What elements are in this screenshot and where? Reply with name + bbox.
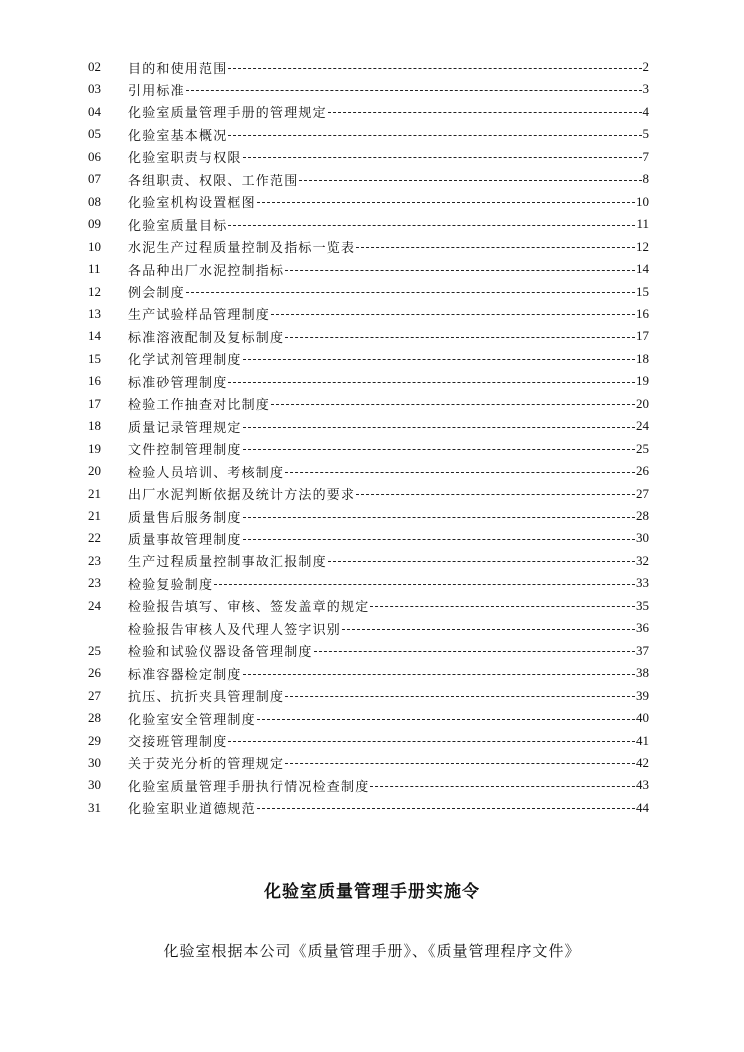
toc-dot-leader <box>257 719 635 720</box>
toc-entry-page-number: 32 <box>636 552 649 568</box>
toc-entry[interactable] <box>0 572 744 594</box>
toc-entry[interactable] <box>0 550 744 572</box>
toc-entry-line <box>128 685 649 707</box>
toc-entry-number: 02 <box>88 59 101 74</box>
toc-entry-page-number: 3 <box>642 81 649 97</box>
toc-entry-number: 07 <box>88 171 101 187</box>
toc-dot-leader <box>328 561 635 562</box>
toc-entry-title: 目的和使用范围 <box>128 61 228 77</box>
toc-entry-page-number: 19 <box>636 373 649 389</box>
toc-entry-page-number: 27 <box>636 485 649 501</box>
toc-entry-number: 23 <box>88 575 101 591</box>
toc-entry-title: 检验和试验仪器设备管理制度 <box>128 645 313 661</box>
toc-dot-leader <box>243 674 635 675</box>
toc-entry-page-number: 35 <box>636 597 649 613</box>
toc-dot-leader <box>285 696 635 697</box>
toc-entry-line <box>128 191 649 213</box>
toc-entry[interactable] <box>0 393 744 415</box>
toc-entry-number: 18 <box>88 418 101 434</box>
toc-entry-page-number: 28 <box>636 508 649 523</box>
toc-dot-leader <box>243 427 635 428</box>
toc-entry-title: 化验室基本概况 <box>128 128 228 144</box>
toc-entry-line <box>128 236 649 258</box>
toc-entry[interactable] <box>0 752 744 774</box>
toc-entry-title: 化验室质量管理手册的管理规定 <box>128 106 327 122</box>
toc-entry-page-number: 4 <box>642 103 649 119</box>
toc-entry-line <box>128 730 649 752</box>
toc-entry-line <box>128 56 649 78</box>
toc-entry-number: 30 <box>88 754 101 770</box>
toc-entry-page-number: 16 <box>636 305 649 321</box>
toc-entry-page-number: 12 <box>636 238 649 254</box>
toc-entry-title: 生产过程质量控制事故汇报制度 <box>128 555 327 571</box>
toc-entry[interactable] <box>0 56 744 78</box>
toc-entry[interactable] <box>0 685 744 707</box>
toc-entry-line <box>128 797 649 819</box>
toc-entry-line <box>128 752 649 774</box>
toc-entry-title: 水泥生产过程质量控制及指标一览表 <box>128 241 356 257</box>
toc-entry-number: 29 <box>88 732 101 748</box>
toc-entry-line <box>128 258 649 280</box>
toc-entry-number: 08 <box>88 193 101 209</box>
toc-entry-title: 检验复验制度 <box>128 577 214 593</box>
toc-entry-page-number: 36 <box>636 620 649 636</box>
toc-dot-leader <box>370 606 635 607</box>
toc-entry-page-number: 30 <box>636 530 649 546</box>
toc-entry-number: 25 <box>88 642 101 658</box>
toc-entry-page-number: 38 <box>636 665 649 681</box>
toc-dot-leader <box>243 517 635 518</box>
toc-entry-number: 06 <box>88 148 101 164</box>
toc-entry[interactable] <box>0 617 744 639</box>
toc-dot-leader <box>243 449 635 450</box>
toc-entry-page-number: 40 <box>636 710 649 726</box>
toc-entry-line <box>128 707 649 729</box>
toc-entry-line <box>128 527 649 549</box>
toc-dot-leader <box>356 247 635 248</box>
toc-entry[interactable] <box>0 774 744 796</box>
toc-entry[interactable] <box>0 281 744 303</box>
toc-entry-number: 26 <box>88 665 101 681</box>
toc-entry-number: 04 <box>88 103 101 119</box>
toc-entry-line <box>128 415 649 437</box>
toc-entry-line <box>128 460 649 482</box>
toc-entry[interactable] <box>0 78 744 100</box>
toc-dot-leader <box>328 112 642 113</box>
toc-entry-number: 09 <box>88 216 101 232</box>
toc-dot-leader <box>214 584 635 585</box>
toc-entry[interactable] <box>0 236 744 258</box>
toc-dot-leader <box>228 135 641 136</box>
toc-entry-page-number: 8 <box>642 171 649 187</box>
toc-dot-leader <box>257 808 635 809</box>
toc-entry-title: 标准溶液配制及复标制度 <box>128 330 285 346</box>
toc-entry[interactable] <box>0 707 744 729</box>
toc-entry-title: 检验报告审核人及代理人签字识别 <box>128 622 342 638</box>
toc-entry-line <box>128 617 649 639</box>
toc-entry[interactable] <box>0 101 744 123</box>
toc-entry[interactable] <box>0 483 744 505</box>
toc-entry-number: 13 <box>88 305 101 321</box>
toc-entry-line <box>128 438 649 460</box>
toc-entry-page-number: 17 <box>636 328 649 344</box>
toc-entry-number: 24 <box>88 597 101 613</box>
toc-entry-number: 22 <box>88 530 101 546</box>
toc-dot-leader <box>228 382 635 383</box>
toc-dot-leader <box>299 180 641 181</box>
toc-entry-page-number: 33 <box>636 575 649 591</box>
toc-entry[interactable] <box>0 258 744 280</box>
toc-dot-leader <box>243 359 635 360</box>
toc-dot-leader <box>243 539 635 540</box>
toc-entry-line <box>128 370 649 392</box>
toc-entry-title: 质量售后服务制度 <box>128 510 242 526</box>
toc-dot-leader <box>186 90 642 91</box>
decree-body-text: 化验室根据本公司《质量管理手册》、《质量管理程序文件》 <box>163 942 581 960</box>
toc-entry-line <box>128 348 649 370</box>
toc-entry-title: 检验工作抽查对比制度 <box>128 398 271 414</box>
toc-dot-leader <box>243 157 642 158</box>
toc-entry-number: 21 <box>88 485 101 501</box>
toc-entry-number: 05 <box>88 126 101 142</box>
toc-entry-number: 10 <box>88 238 101 254</box>
toc-entry-number: 11 <box>88 261 101 277</box>
toc-entry[interactable] <box>0 415 744 437</box>
toc-entry-page-number: 10 <box>636 193 649 209</box>
toc-entry-page-number: 14 <box>636 261 649 277</box>
toc-entry[interactable] <box>0 595 744 617</box>
toc-entry-title: 各组职责、权限、工作范围 <box>128 173 299 189</box>
toc-dot-leader <box>370 786 635 787</box>
toc-entry-number: 14 <box>88 328 101 344</box>
toc-entry[interactable] <box>0 191 744 213</box>
toc-entry-title: 化验室机构设置框图 <box>128 196 256 212</box>
toc-entry-page-number: 44 <box>636 799 649 815</box>
toc-dot-leader <box>271 314 635 315</box>
toc-entry[interactable] <box>0 640 744 662</box>
toc-entry-title: 引用标准 <box>128 83 185 99</box>
toc-entry-number: 15 <box>88 350 101 366</box>
toc-entry-line <box>128 774 649 796</box>
toc-entry-title: 质量事故管理制度 <box>128 532 242 548</box>
toc-dot-leader <box>257 202 635 203</box>
toc-entry-title: 各品种出厂水泥控制指标 <box>128 263 285 279</box>
toc-entry-page-number: 39 <box>636 687 649 703</box>
toc-entry-page-number: 7 <box>642 148 649 164</box>
toc-entry-line <box>128 101 649 123</box>
toc-dot-leader <box>228 68 641 69</box>
toc-entry-number: 28 <box>88 710 101 726</box>
toc-entry-title: 标准容器检定制度 <box>128 667 242 683</box>
toc-entry-page-number: 26 <box>636 463 649 479</box>
toc-entry-title: 交接班管理制度 <box>128 735 228 750</box>
toc-entry-number: 20 <box>88 463 101 479</box>
toc-entry-title: 文件控制管理制度 <box>128 443 242 459</box>
toc-entry-number: 31 <box>88 799 101 815</box>
toc-entry-line <box>128 213 649 235</box>
toc-entry[interactable] <box>0 370 744 392</box>
toc-entry-line <box>128 303 649 325</box>
toc-entry-title: 化验室安全管理制度 <box>128 712 256 728</box>
toc-entry[interactable] <box>0 662 744 684</box>
toc-entry-page-number: 5 <box>642 126 649 142</box>
toc-entry-line <box>128 572 649 594</box>
toc-entry-line <box>128 505 649 527</box>
toc-entry-line <box>128 281 649 303</box>
toc-entry-line <box>128 640 649 662</box>
toc-entry-page-number: 20 <box>636 395 649 411</box>
toc-entry[interactable] <box>0 730 744 752</box>
toc-entry-line <box>128 123 649 145</box>
toc-entry-page-number: 18 <box>636 350 649 366</box>
toc-dot-leader <box>228 225 635 226</box>
toc-entry-line <box>128 146 649 168</box>
toc-entry-title: 抗压、抗折夹具管理制度 <box>128 690 285 706</box>
toc-entry-title: 例会制度 <box>128 286 185 301</box>
toc-entry-line <box>128 550 649 572</box>
toc-entry[interactable] <box>0 460 744 482</box>
toc-entry-line <box>128 595 649 617</box>
toc-dot-leader <box>342 629 635 630</box>
toc-entry-title: 检验人员培训、考核制度 <box>128 465 285 481</box>
toc-dot-leader <box>285 270 635 271</box>
toc-entry-title: 标准砂管理制度 <box>128 375 228 391</box>
toc-entry[interactable] <box>0 325 744 347</box>
toc-entry-number: 03 <box>88 81 101 97</box>
toc-entry-page-number: 41 <box>636 732 649 748</box>
toc-entry[interactable] <box>0 527 744 549</box>
toc-entry-line <box>128 78 649 100</box>
toc-dot-leader <box>271 404 635 405</box>
toc-dot-leader <box>356 494 635 495</box>
toc-entry-line <box>128 393 649 415</box>
toc-entry-line <box>128 325 649 347</box>
toc-entry[interactable] <box>0 348 744 370</box>
toc-entry-page-number: 43 <box>636 777 649 793</box>
toc-entry-line <box>128 168 649 190</box>
toc-dot-leader <box>228 741 635 742</box>
toc-entry-page-number: 24 <box>636 418 649 434</box>
toc-entry-title: 关于荧光分析的管理规定 <box>128 757 285 773</box>
toc-entry-number: 30 <box>88 777 101 793</box>
toc-entry-number: 16 <box>88 373 101 389</box>
toc-entry[interactable] <box>0 168 744 190</box>
toc-entry[interactable] <box>0 213 744 235</box>
toc-entry[interactable] <box>0 146 744 168</box>
toc-entry-title: 化验室职业道德规范 <box>128 802 256 818</box>
toc-entry-title: 质量记录管理规定 <box>128 420 242 436</box>
toc-entry-number: 21 <box>88 508 101 523</box>
toc-entry-title: 化验室职责与权限 <box>128 151 242 167</box>
toc-entry-number: 23 <box>88 552 101 568</box>
toc-entry[interactable] <box>0 438 744 460</box>
toc-entry[interactable] <box>0 303 744 325</box>
toc-entry-title: 生产试验样品管理制度 <box>128 308 271 324</box>
toc-entry-title: 出厂水泥判断依据及统计方法的要求 <box>128 488 356 504</box>
toc-entry-number: 27 <box>88 687 101 703</box>
toc-dot-leader <box>314 651 635 652</box>
toc-entry[interactable] <box>0 123 744 145</box>
toc-entry-line <box>128 483 649 505</box>
toc-dot-leader <box>285 472 635 473</box>
toc-entry-page-number: 11 <box>636 216 649 232</box>
toc-entry-page-number: 42 <box>636 754 649 770</box>
toc-entry-title: 检验报告填写、审核、签发盖章的规定 <box>128 600 370 616</box>
toc-entry[interactable] <box>0 797 744 819</box>
toc-entry-number: 19 <box>88 440 101 456</box>
toc-entry-number: 17 <box>88 395 101 411</box>
toc-entry-line <box>128 662 649 684</box>
toc-entry-title: 化验室质量目标 <box>128 218 228 234</box>
toc-entry-page-number: 25 <box>636 440 649 456</box>
toc-dot-leader <box>186 292 635 293</box>
decree-title: 化验室质量管理手册实施令 <box>264 882 480 902</box>
toc-entry-title: 化验室质量管理手册执行情况检查制度 <box>128 779 370 795</box>
toc-entry-page-number: 37 <box>636 642 649 658</box>
toc-entry-page-number: 15 <box>636 283 649 299</box>
toc-dot-leader <box>285 337 635 338</box>
toc-entry-page-number: 2 <box>642 59 649 74</box>
toc-entry-number: 12 <box>88 283 101 299</box>
toc-dot-leader <box>285 763 635 764</box>
toc-entry[interactable] <box>0 505 744 527</box>
toc-entry-title: 化学试剂管理制度 <box>128 353 242 369</box>
